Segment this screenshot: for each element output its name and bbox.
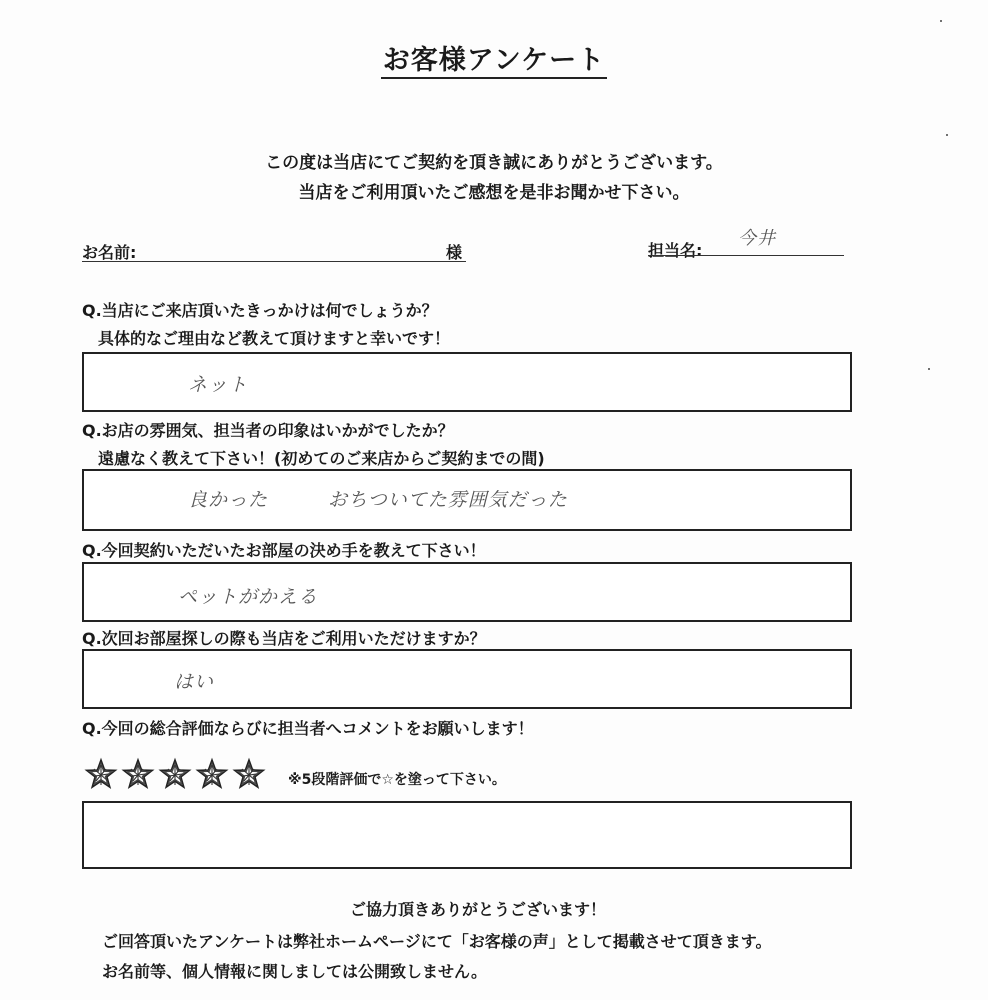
question-1-line-2: 具体的なご理由など教えて頂けますと幸いです！	[98, 329, 451, 348]
rating-star-icon[interactable]	[121, 757, 155, 791]
name-underline	[82, 261, 466, 262]
answer-3-text: ペットがかえる	[178, 586, 319, 608]
rating-star-icon[interactable]	[195, 757, 229, 791]
footer-line-3: お名前等、個人情報に関しましては公開致しません。	[102, 962, 487, 981]
survey-title	[0, 38, 988, 77]
rating-star-icon[interactable]	[232, 757, 266, 791]
comment-box[interactable]	[82, 801, 852, 869]
staff-label: 担当名:	[648, 241, 703, 260]
question-2-line-2: 遠慮なく教えて下さい！(初めてのご来店からご契約までの間)	[98, 449, 545, 468]
staff-value[interactable]: 今井	[738, 228, 776, 249]
survey-title-text: お客様アンケート	[381, 45, 607, 79]
staff-underline	[648, 255, 844, 256]
answer-4-text: はい	[174, 671, 215, 693]
name-suffix: 様	[446, 243, 463, 262]
question-5-line-1: Q.今回の総合評価ならびに担当者へコメントをお願いします！	[82, 719, 534, 738]
answer-box-4[interactable]	[82, 649, 852, 709]
footer-line-2: ご回答頂いたアンケートは弊社ホームページにて「お客様の声」として掲載させて頂きます。	[102, 932, 772, 951]
answer-box-2[interactable]	[82, 469, 852, 531]
rating-star-icon[interactable]	[158, 757, 192, 791]
answer-2-text: 良かった おちついてた雰囲気だった	[188, 489, 568, 511]
scan-speck	[940, 20, 942, 22]
answer-box-1[interactable]	[82, 352, 852, 412]
answer-1-text: ネット	[188, 374, 249, 396]
question-2-line-1: Q.お店の雰囲気、担当者の印象はいかがでしたか？	[82, 421, 454, 440]
scan-speck	[946, 134, 948, 136]
question-1-line-1: Q.当店にご来店頂いたきっかけは何でしょうか？	[82, 301, 438, 320]
scan-speck	[928, 368, 930, 370]
question-4-line-1: Q.次回お部屋探しの際も当店をご利用いただけますか？	[82, 629, 486, 648]
footer-line-1: ご協力頂きありがとうございます！	[350, 900, 607, 919]
intro-line-1: この度は当店にてご契約を頂き誠にありがとうございます。	[265, 153, 723, 173]
name-label: お名前:	[82, 243, 137, 262]
question-3-line-1: Q.今回契約いただいたお部屋の決め手を教えて下さい！	[82, 541, 486, 560]
rating-note: ※5段階評価で☆を塗って下さい。	[288, 772, 506, 788]
rating-star-icon[interactable]	[84, 757, 118, 791]
answer-box-3[interactable]	[82, 562, 852, 622]
intro-line-2: 当店をご利用頂いたご感想を是非お聞かせ下さい。	[298, 183, 690, 203]
